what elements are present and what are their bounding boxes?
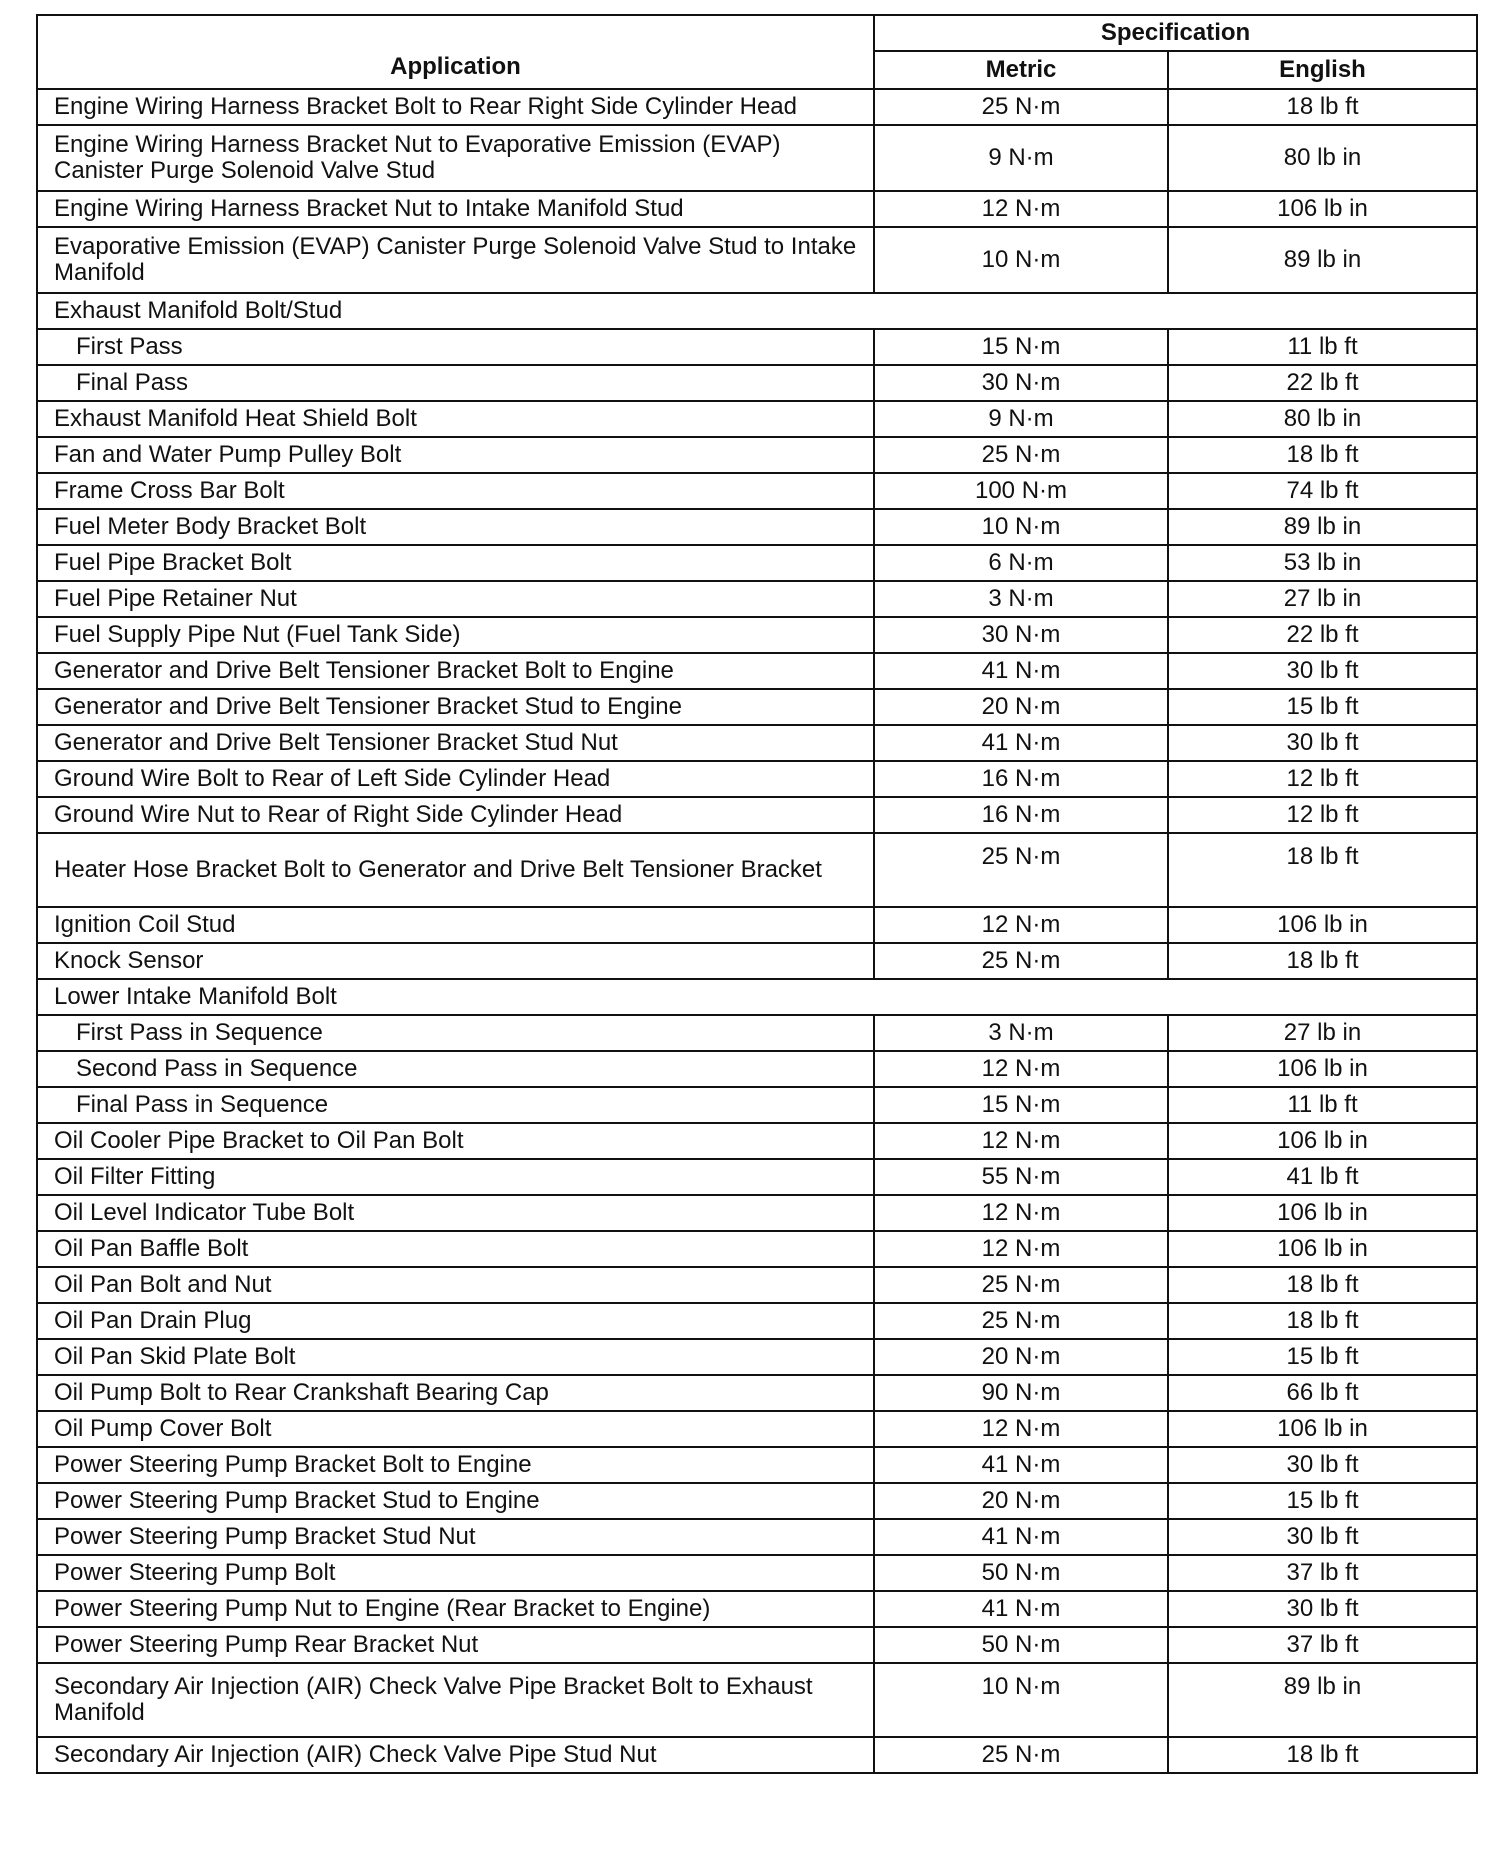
metric-value-cell: 41 N·m: [874, 1591, 1168, 1627]
application-column-header: Application: [37, 15, 874, 89]
metric-column-header: Metric: [874, 51, 1168, 89]
application-cell: Ignition Coil Stud: [37, 907, 874, 943]
group-heading-cell: Exhaust Manifold Bolt/Stud: [37, 293, 1477, 329]
application-cell: Power Steering Pump Bracket Bolt to Engine: [37, 1447, 874, 1483]
table-row: [37, 401, 1477, 437]
application-cell: Oil Filter Fitting: [37, 1159, 874, 1195]
metric-value-cell: 30 N·m: [874, 365, 1168, 401]
table-row: [37, 1555, 1477, 1591]
table-row: [37, 761, 1477, 797]
english-value-cell: 41 lb ft: [1168, 1159, 1477, 1195]
metric-value-cell: 12 N·m: [874, 907, 1168, 943]
application-cell: Final Pass in Sequence: [37, 1087, 874, 1123]
table-row: [37, 1519, 1477, 1555]
table-row: [37, 1195, 1477, 1231]
english-value-cell: 53 lb in: [1168, 545, 1477, 581]
metric-value-cell: 100 N·m: [874, 473, 1168, 509]
table-row: [37, 125, 1477, 191]
english-value-cell: 27 lb in: [1168, 581, 1477, 617]
metric-value-cell: 25 N·m: [874, 1267, 1168, 1303]
english-value-cell: 18 lb ft: [1168, 1267, 1477, 1303]
metric-value-cell: 25 N·m: [874, 89, 1168, 125]
table-row: [37, 365, 1477, 401]
metric-value-cell: 12 N·m: [874, 191, 1168, 227]
english-value-cell: 18 lb ft: [1168, 437, 1477, 473]
metric-value-cell: 12 N·m: [874, 1123, 1168, 1159]
english-value-cell: 106 lb in: [1168, 1411, 1477, 1447]
table-row: [37, 437, 1477, 473]
metric-value-cell: 25 N·m: [874, 943, 1168, 979]
metric-value-cell: 3 N·m: [874, 581, 1168, 617]
application-cell: Generator and Drive Belt Tensioner Bracket Stud to Engine: [37, 689, 874, 725]
english-value-cell: 18 lb ft: [1168, 1303, 1477, 1339]
application-cell: Engine Wiring Harness Bracket Nut to Intake Manifold Stud: [37, 191, 874, 227]
table-row: [37, 329, 1477, 365]
metric-value-cell: 10 N·m: [874, 227, 1168, 293]
group-heading-cell: Lower Intake Manifold Bolt: [37, 979, 1477, 1015]
application-cell: Power Steering Pump Nut to Engine (Rear Bracket to Engine): [37, 1591, 874, 1627]
table-row: [37, 1339, 1477, 1375]
english-value-cell: 27 lb in: [1168, 1015, 1477, 1051]
application-cell: Generator and Drive Belt Tensioner Bracket Stud Nut: [37, 725, 874, 761]
application-cell: Engine Wiring Harness Bracket Nut to Evaporative Emission (EVAP) Canister Purge Solenoid Valve Stud: [37, 125, 874, 191]
metric-value-cell: 15 N·m: [874, 1087, 1168, 1123]
table-row: [37, 1015, 1477, 1051]
table-row: [37, 581, 1477, 617]
metric-value-cell: 90 N·m: [874, 1375, 1168, 1411]
table-row: [37, 89, 1477, 125]
english-value-cell: 66 lb ft: [1168, 1375, 1477, 1411]
application-cell: Frame Cross Bar Bolt: [37, 473, 874, 509]
table-row: [37, 1159, 1477, 1195]
metric-value-cell: 9 N·m: [874, 401, 1168, 437]
english-value-cell: 18 lb ft: [1168, 89, 1477, 125]
metric-value-cell: 10 N·m: [874, 509, 1168, 545]
application-cell: First Pass: [37, 329, 874, 365]
application-cell: Fuel Pipe Bracket Bolt: [37, 545, 874, 581]
table-row: [37, 1051, 1477, 1087]
metric-value-cell: 6 N·m: [874, 545, 1168, 581]
metric-value-cell: 25 N·m: [874, 833, 1168, 907]
english-value-cell: 106 lb in: [1168, 1051, 1477, 1087]
metric-value-cell: 12 N·m: [874, 1195, 1168, 1231]
metric-value-cell: 12 N·m: [874, 1411, 1168, 1447]
english-value-cell: 106 lb in: [1168, 191, 1477, 227]
application-cell: Oil Pan Skid Plate Bolt: [37, 1339, 874, 1375]
specification-column-header: Specification: [874, 15, 1477, 51]
application-cell: Secondary Air Injection (AIR) Check Valve Pipe Bracket Bolt to Exhaust Manifold: [37, 1663, 874, 1737]
english-value-cell: 37 lb ft: [1168, 1627, 1477, 1663]
metric-value-cell: 12 N·m: [874, 1051, 1168, 1087]
english-value-cell: 89 lb in: [1168, 227, 1477, 293]
metric-value-cell: 25 N·m: [874, 1303, 1168, 1339]
application-cell: Power Steering Pump Bracket Stud to Engine: [37, 1483, 874, 1519]
table-row: [37, 473, 1477, 509]
english-value-cell: 15 lb ft: [1168, 1339, 1477, 1375]
metric-value-cell: 30 N·m: [874, 617, 1168, 653]
table-row: [37, 293, 1477, 329]
application-cell: Generator and Drive Belt Tensioner Bracket Bolt to Engine: [37, 653, 874, 689]
english-value-cell: 30 lb ft: [1168, 1447, 1477, 1483]
metric-value-cell: 55 N·m: [874, 1159, 1168, 1195]
table-row: [37, 979, 1477, 1015]
metric-value-cell: 3 N·m: [874, 1015, 1168, 1051]
table-row: [37, 1447, 1477, 1483]
table-row: [37, 1303, 1477, 1339]
metric-value-cell: 50 N·m: [874, 1555, 1168, 1591]
english-value-cell: 106 lb in: [1168, 1123, 1477, 1159]
table-row: [37, 1087, 1477, 1123]
metric-value-cell: 15 N·m: [874, 329, 1168, 365]
application-cell: Oil Pan Drain Plug: [37, 1303, 874, 1339]
application-cell: Exhaust Manifold Heat Shield Bolt: [37, 401, 874, 437]
english-value-cell: 11 lb ft: [1168, 329, 1477, 365]
table-body: [37, 89, 1477, 1773]
metric-value-cell: 20 N·m: [874, 1339, 1168, 1375]
table-row: [37, 1591, 1477, 1627]
fastener-tightening-specifications-table: [36, 14, 1478, 1774]
english-value-cell: 15 lb ft: [1168, 1483, 1477, 1519]
table-row: [37, 833, 1477, 907]
metric-value-cell: 12 N·m: [874, 1231, 1168, 1267]
table-row: [37, 725, 1477, 761]
metric-value-cell: 41 N·m: [874, 1519, 1168, 1555]
table-row: [37, 797, 1477, 833]
table-row: [37, 943, 1477, 979]
table-row: [37, 227, 1477, 293]
english-value-cell: 30 lb ft: [1168, 653, 1477, 689]
metric-value-cell: 20 N·m: [874, 689, 1168, 725]
english-value-cell: 106 lb in: [1168, 1195, 1477, 1231]
table-row: [37, 191, 1477, 227]
english-value-cell: 18 lb ft: [1168, 833, 1477, 907]
application-cell: Engine Wiring Harness Bracket Bolt to Rear Right Side Cylinder Head: [37, 89, 874, 125]
english-value-cell: 30 lb ft: [1168, 1519, 1477, 1555]
table-row: [37, 1627, 1477, 1663]
english-value-cell: 106 lb in: [1168, 1231, 1477, 1267]
application-cell: Oil Pump Cover Bolt: [37, 1411, 874, 1447]
table-row: [37, 1663, 1477, 1737]
english-value-cell: 15 lb ft: [1168, 689, 1477, 725]
application-cell: Fuel Meter Body Bracket Bolt: [37, 509, 874, 545]
application-cell: Knock Sensor: [37, 943, 874, 979]
application-cell: Ground Wire Nut to Rear of Right Side Cylinder Head: [37, 797, 874, 833]
application-cell: Fan and Water Pump Pulley Bolt: [37, 437, 874, 473]
english-value-cell: 89 lb in: [1168, 509, 1477, 545]
table-row: [37, 509, 1477, 545]
table-row: [37, 545, 1477, 581]
metric-value-cell: 20 N·m: [874, 1483, 1168, 1519]
metric-value-cell: 9 N·m: [874, 125, 1168, 191]
application-cell: Second Pass in Sequence: [37, 1051, 874, 1087]
application-cell: Power Steering Pump Bolt: [37, 1555, 874, 1591]
english-value-cell: 11 lb ft: [1168, 1087, 1477, 1123]
english-value-cell: 37 lb ft: [1168, 1555, 1477, 1591]
table-row: [37, 1231, 1477, 1267]
application-cell: Final Pass: [37, 365, 874, 401]
table-row: [37, 1267, 1477, 1303]
metric-value-cell: 16 N·m: [874, 761, 1168, 797]
table-row: [37, 907, 1477, 943]
metric-value-cell: 25 N·m: [874, 437, 1168, 473]
metric-value-cell: 16 N·m: [874, 797, 1168, 833]
english-value-cell: 89 lb in: [1168, 1663, 1477, 1737]
english-value-cell: 22 lb ft: [1168, 365, 1477, 401]
metric-value-cell: 41 N·m: [874, 725, 1168, 761]
application-cell: Oil Pan Bolt and Nut: [37, 1267, 874, 1303]
application-cell: Oil Pan Baffle Bolt: [37, 1231, 874, 1267]
english-value-cell: 80 lb in: [1168, 401, 1477, 437]
table-row: [37, 1375, 1477, 1411]
english-value-cell: 22 lb ft: [1168, 617, 1477, 653]
english-column-header: English: [1168, 51, 1477, 89]
english-value-cell: 12 lb ft: [1168, 797, 1477, 833]
application-cell: Oil Pump Bolt to Rear Crankshaft Bearing Cap: [37, 1375, 874, 1411]
english-value-cell: 12 lb ft: [1168, 761, 1477, 797]
metric-value-cell: 41 N·m: [874, 653, 1168, 689]
table-row: [37, 689, 1477, 725]
torque-specification-page: [36, 14, 1476, 1774]
english-value-cell: 106 lb in: [1168, 907, 1477, 943]
application-cell: Power Steering Pump Bracket Stud Nut: [37, 1519, 874, 1555]
metric-value-cell: 25 N·m: [874, 1737, 1168, 1773]
application-cell: Fuel Supply Pipe Nut (Fuel Tank Side): [37, 617, 874, 653]
application-cell: Oil Level Indicator Tube Bolt: [37, 1195, 874, 1231]
english-value-cell: 80 lb in: [1168, 125, 1477, 191]
application-cell: Power Steering Pump Rear Bracket Nut: [37, 1627, 874, 1663]
english-value-cell: 18 lb ft: [1168, 1737, 1477, 1773]
application-cell: Fuel Pipe Retainer Nut: [37, 581, 874, 617]
table-header: [37, 15, 1477, 89]
metric-value-cell: 41 N·m: [874, 1447, 1168, 1483]
table-row: [37, 653, 1477, 689]
table-row: [37, 1737, 1477, 1773]
application-cell: Heater Hose Bracket Bolt to Generator and Drive Belt Tensioner Bracket: [37, 833, 874, 907]
metric-value-cell: 10 N·m: [874, 1663, 1168, 1737]
metric-value-cell: 50 N·m: [874, 1627, 1168, 1663]
application-cell: Secondary Air Injection (AIR) Check Valve Pipe Stud Nut: [37, 1737, 874, 1773]
english-value-cell: 74 lb ft: [1168, 473, 1477, 509]
english-value-cell: 30 lb ft: [1168, 725, 1477, 761]
table-row: [37, 1123, 1477, 1159]
english-value-cell: 30 lb ft: [1168, 1591, 1477, 1627]
table-row: [37, 617, 1477, 653]
english-value-cell: 18 lb ft: [1168, 943, 1477, 979]
application-cell: Oil Cooler Pipe Bracket to Oil Pan Bolt: [37, 1123, 874, 1159]
application-cell: First Pass in Sequence: [37, 1015, 874, 1051]
table-row: [37, 1483, 1477, 1519]
table-row: [37, 1411, 1477, 1447]
application-cell: Ground Wire Bolt to Rear of Left Side Cylinder Head: [37, 761, 874, 797]
application-cell: Evaporative Emission (EVAP) Canister Purge Solenoid Valve Stud to Intake Manifold: [37, 227, 874, 293]
